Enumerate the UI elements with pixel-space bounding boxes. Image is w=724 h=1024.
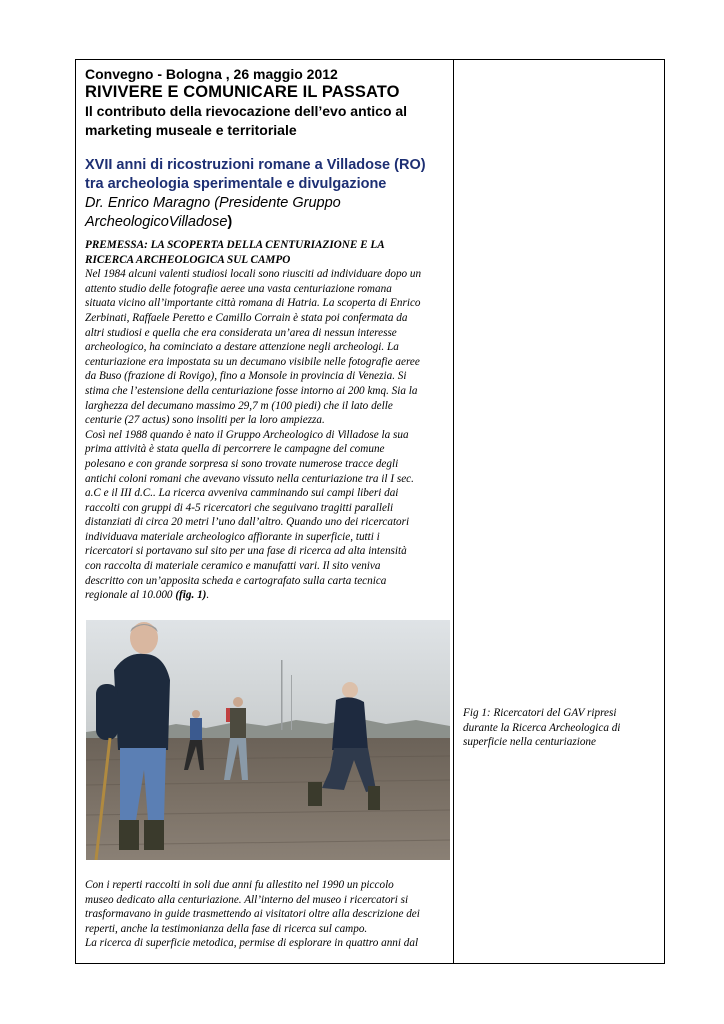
caption-line-2: durante la Ricerca Archeologica di: [463, 721, 621, 734]
body-line-9: stima che l’estensione della centuriazione fosse intorno ai 200 kmq. Sia la: [85, 384, 418, 397]
body-line-22: descritto con un’apposita scheda e cartografato sulla carta tecnica: [85, 574, 387, 587]
body-line-10: larghezza del decumano massimo 29,7 m (100 piedi) che il lato delle: [85, 399, 393, 412]
body-line-21: con raccolta di materiale ceramico e manufatti vari. Il sito veniva: [85, 560, 381, 573]
body-line-17: raccolti con gruppi di 4-5 ricercatori che seguivano tragitti paralleli: [85, 501, 394, 514]
caption-line-1: Fig 1: Ricercatori del GAV ripresi: [463, 707, 617, 719]
continuation-line-5: La ricerca di superficie metodica, permise di esplorare in quattro anni dal: [85, 937, 419, 950]
author-line-1: Dr. Enrico Maragno (Presidente Gruppo: [85, 195, 341, 211]
body-line-6: archeologico, ha cominciato a destare attenzione negli archeologi. La: [85, 341, 399, 354]
body-line-14: polesano e con grande sorpresa si sono trovate numerose tracce degli: [85, 457, 399, 470]
body-line-3: situata vicino all’importante città romana di Hatria. La scoperta di Enrico: [85, 297, 421, 310]
continuation-line-1: Con i reperti raccolti in soli due anni fu allestito nel 1990 un piccolo: [85, 879, 394, 891]
continuation-line-4: reperti, anche la testimonianza della fase di ricerca sul campo.: [85, 922, 368, 935]
body-last-line: [85, 588, 451, 603]
body-line-12: Così nel 1988 quando è nato il Gruppo Archeologico di Villadose la sua: [85, 428, 409, 441]
body-paragraphs: [85, 267, 451, 588]
column-divider: [453, 59, 454, 964]
body-line-5: altri studiosi e quella che era considerata un’area di nessun interesse: [85, 326, 397, 339]
subtitle-line-2: marketing museale e territoriale: [85, 122, 297, 138]
body-line-18: distanziati di circa 20 metri l’uno dall’altro. Quando uno dei ricercatori: [85, 516, 410, 529]
continuation-line-3: trasformavano in guide trasmettendo ai visitatori oltre alla descrizione dei: [85, 908, 420, 921]
body-line-1: Nel 1984 alcuni valenti studiosi locali sono riusciti ad individuare dopo un: [85, 268, 422, 281]
figure-photo: [86, 620, 450, 860]
body-line-15: antichi coloni romani che avevano vissuto nella centuriazione tra il I sec.: [85, 472, 414, 485]
main-column: [85, 66, 451, 603]
body-last-text: regionale al 10.000: [85, 589, 176, 602]
continuation-paragraphs: [85, 878, 451, 951]
figure-caption: [463, 706, 658, 750]
caption-line-3: superficie nella centuriazione: [463, 736, 596, 749]
section-heading-line-2: RICERCA ARCHEOLOGICA SUL CAMPO: [85, 253, 291, 266]
body-line-13: prima attività è stata quella di percorrere le campagne del comune: [85, 443, 385, 456]
continuation-text: [85, 878, 451, 951]
section-heading-line-1: PREMESSA: LA SCOPERTA DELLA CENTURIAZIONE E LA: [85, 239, 385, 251]
author-close-paren: ): [227, 213, 233, 230]
body-line-11: centurie (27 actus) sono insoliti per la loro ampiezza.: [85, 414, 325, 427]
body-line-4: Zerbinati, Raffaele Peretto e Camillo Corrain è stata poi confermata da: [85, 311, 408, 324]
talk-title-line-2: tra archeologia sperimentale e divulgazione: [85, 176, 387, 192]
subtitle-line-1: Il contributo della rievocazione dell’evo antico al: [85, 103, 408, 119]
body-line-7: centuriazione era impostata su un decumano visibile nelle fotografie aeree: [85, 355, 420, 368]
talk-title-line-1: XVII anni di ricostruzioni romane a Villadose (RO): [85, 157, 426, 173]
body-line-20: ricercatori si portavano sul sito per una fase di ricerca ad alta intensità: [85, 545, 407, 558]
body-line-2: attento studio delle fotografie aeree una vasta centuriazione romana: [85, 282, 392, 295]
page-title: RIVIVERE E COMUNICARE IL PASSATO: [85, 83, 400, 101]
author-line-2: [85, 213, 451, 232]
body-line-16: a.C e il III d.C.. La ricerca avveniva camminando sui campi liberi dai: [85, 487, 399, 500]
continuation-line-2: museo dedicato alla centuriazione. All’interno del museo i ricercatori si: [85, 893, 409, 906]
body-last-period: .: [206, 589, 210, 602]
convegno-line: Convegno - Bologna , 26 maggio 2012: [85, 66, 338, 82]
figure-reference-link[interactable]: (fig. 1): [175, 589, 207, 602]
body-line-8: da Buso (frazione di Rovigo), fino a Monsole in provincia di Venezia. Si: [85, 370, 407, 383]
author-affiliation: ArcheologicoVilladose: [85, 213, 228, 230]
body-line-19: individuava materiale archeologico affiorante in superficie, tutti i: [85, 530, 380, 543]
